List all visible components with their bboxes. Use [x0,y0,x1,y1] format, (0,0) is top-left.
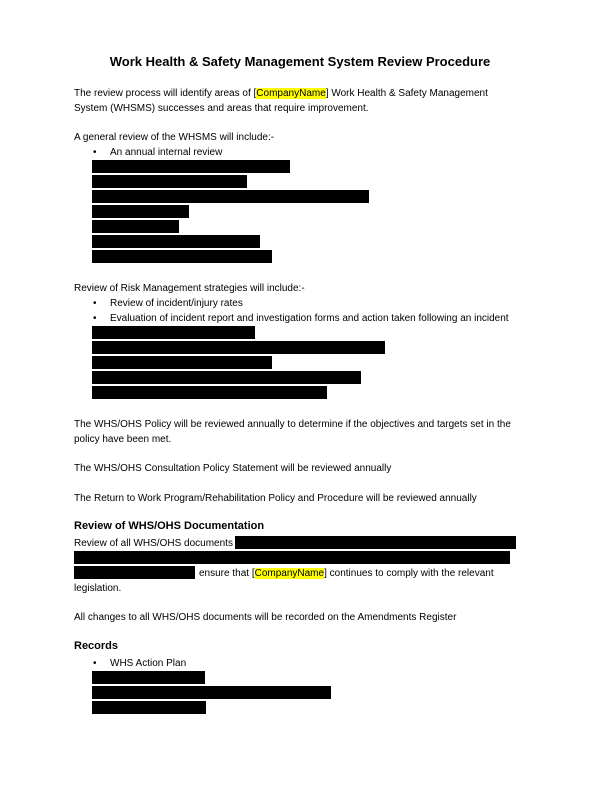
page-title: Work Health & Safety Management System Review Procedure [109,54,491,69]
redaction-bar [92,250,272,263]
redaction-bar [74,566,195,579]
consultation-paragraph: The WHS/OHS Consultation Policy Statement will be reviewed annually [74,463,392,474]
bullet-icon: • [93,313,97,324]
bullet-icon: • [93,298,97,309]
bullet-text: Review of incident/injury rates [110,298,243,309]
records-heading: Records [74,640,119,652]
bullet-text: An annual internal review [110,147,223,158]
documentation-text-b: ] continues to comply with the relevant [324,568,494,579]
redaction-bar [92,190,369,203]
intro-line-2: System (WHSMS) successes and areas that require improvement. [74,103,369,114]
redaction-bar [92,686,331,699]
redaction-bar [92,205,189,218]
redaction-bar [92,175,247,188]
redaction-bar [74,551,510,564]
policy-line-2: policy have been met. [74,434,172,445]
redaction-bar [92,386,327,399]
bullet-icon: • [93,658,97,669]
amendments-paragraph: All changes to all WHS/OHS documents will be recorded on the Amendments Register [74,612,457,623]
redaction-bar [235,536,516,549]
policy-line-1: The WHS/OHS Policy will be reviewed annually to determine if the objectives and targets set in the [74,419,511,430]
list-item [93,296,243,311]
redaction-bar [92,326,255,339]
redaction-bar [92,160,290,173]
redaction-bar [92,356,272,369]
general-review-lead: A general review of the WHSMS will include:- [74,132,275,143]
intro-line-1 [74,86,488,101]
company-name-placeholder: CompanyName [254,568,325,579]
bullet-text: WHS Action Plan [110,658,187,669]
bullet-icon: • [93,147,97,158]
documentation-line-1: Review of all WHS/OHS documents [74,538,233,549]
list-item [93,145,223,160]
redaction-bar [92,220,179,233]
redaction-bar [92,371,361,384]
redaction-bar [92,671,205,684]
documentation-heading: Review of WHS/OHS Documentation [74,520,265,532]
documentation-line-4: legislation. [74,583,122,594]
list-item [93,656,187,671]
documentation-line-3 [199,566,494,581]
redaction-bar [92,235,260,248]
redaction-bar [92,701,206,714]
bullet-text: Evaluation of incident report and investigation forms and action taken following an incident [110,313,509,324]
company-name-placeholder: CompanyName [256,88,326,99]
intro-text-b: ] Work Health & Safety Management [325,88,488,99]
documentation-text-a: ensure that [ [199,568,255,579]
redaction-bar [92,341,385,354]
rtw-paragraph: The Return to Work Program/Rehabilitation Policy and Procedure will be reviewed annually [74,493,477,504]
intro-text-a: The review process will identify areas of [ [74,88,257,99]
risk-review-lead: Review of Risk Management strategies will include:- [74,283,305,294]
list-item [93,311,509,326]
